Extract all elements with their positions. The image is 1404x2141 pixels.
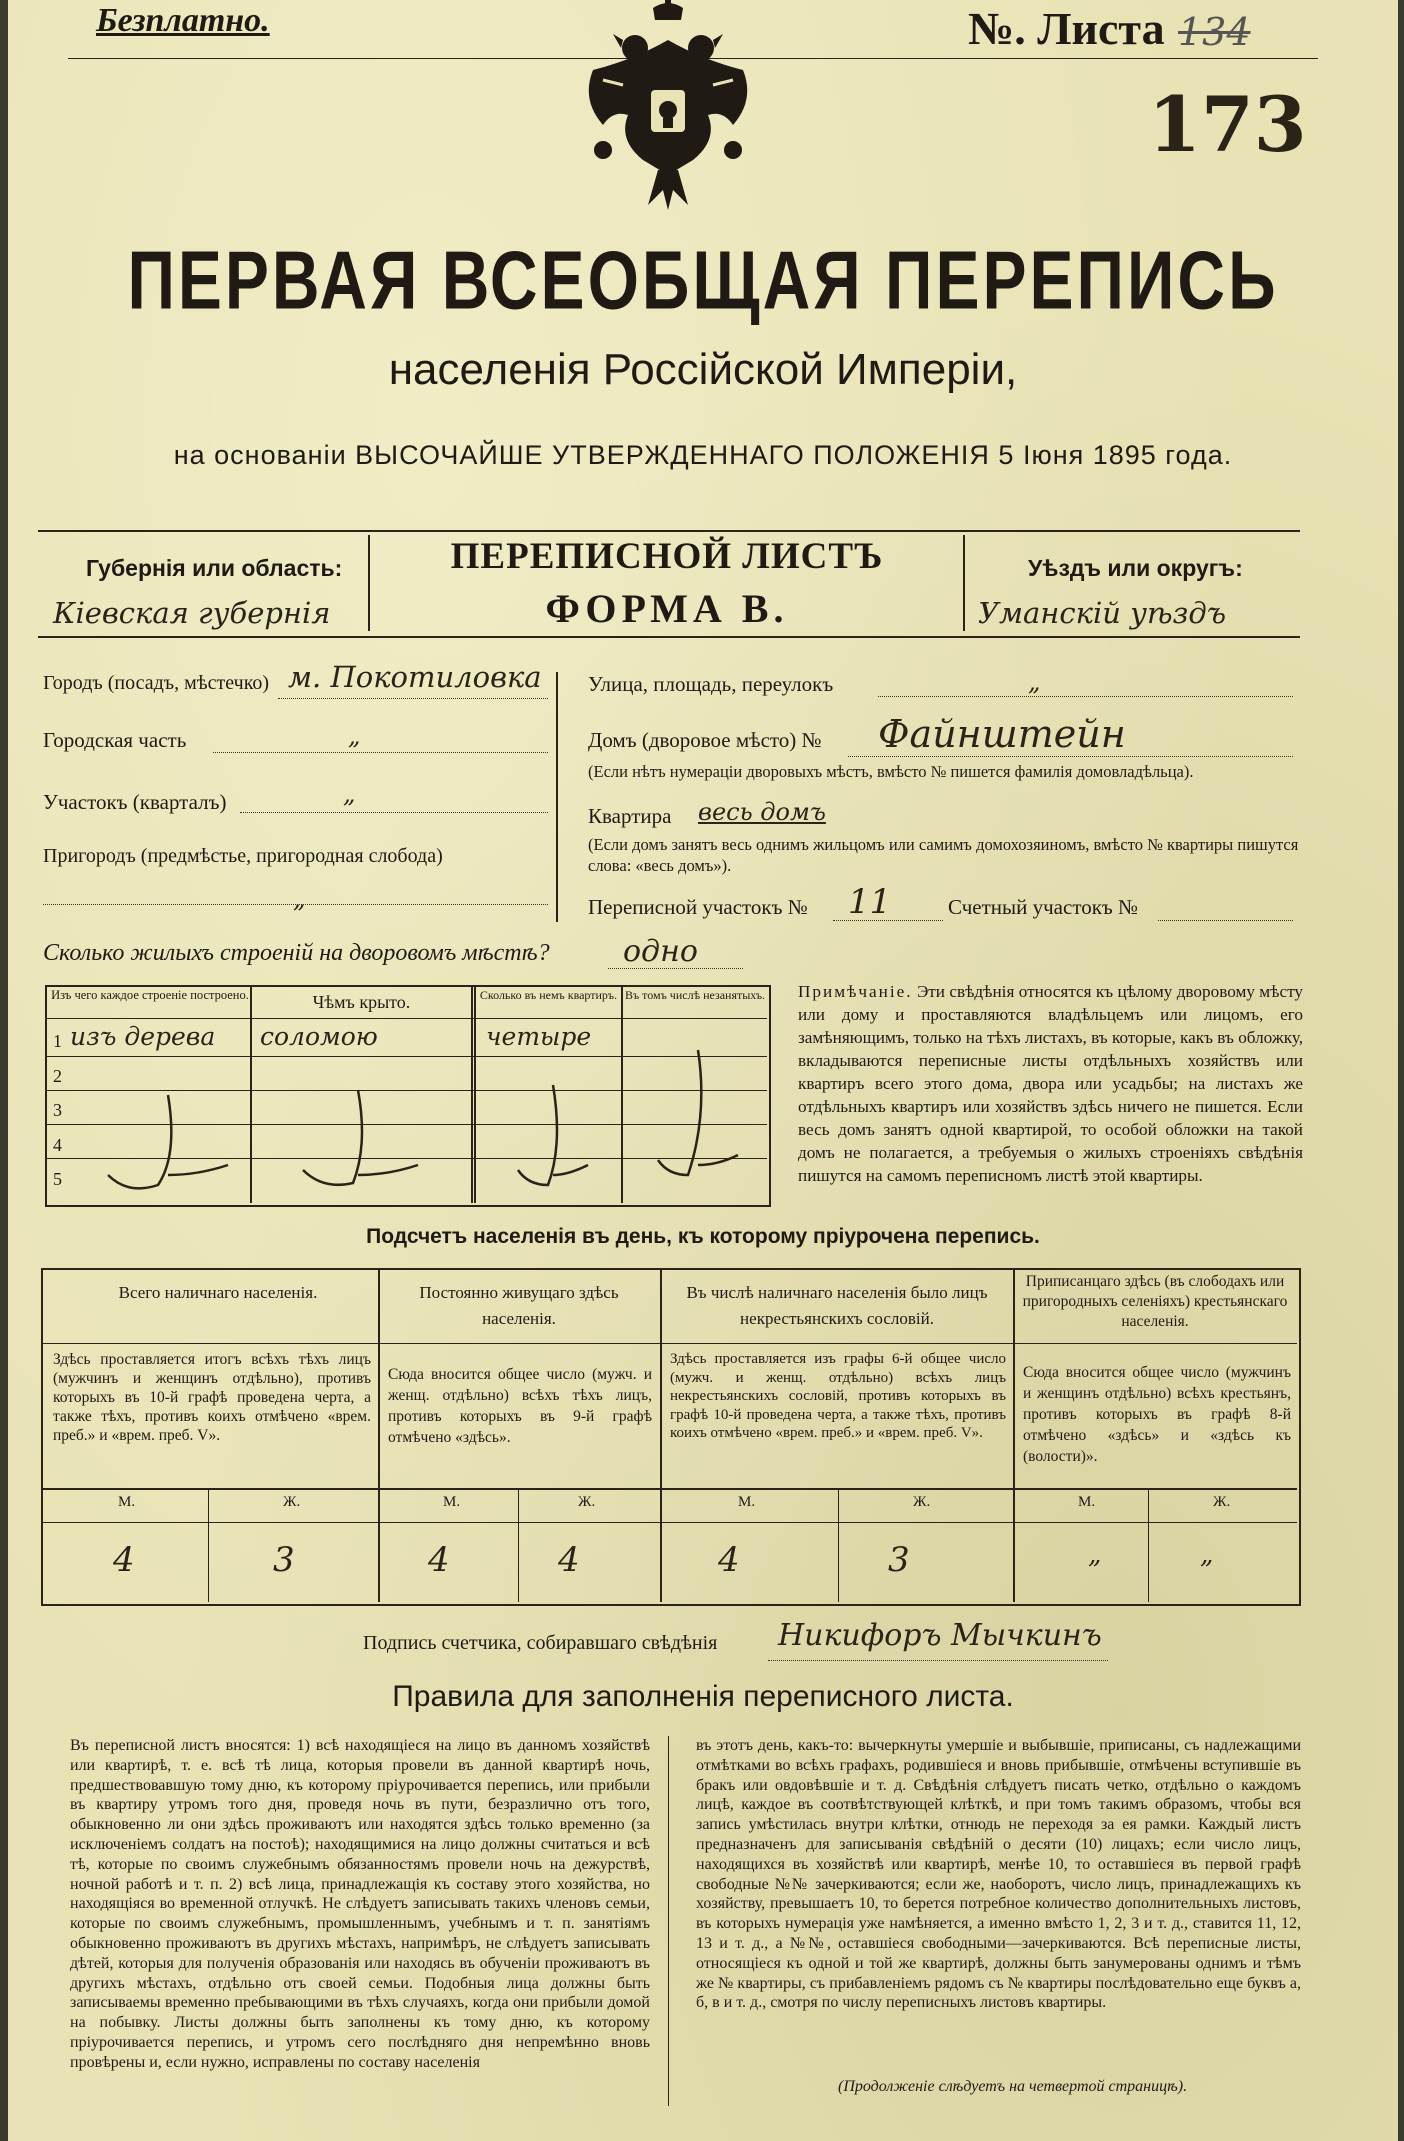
form-name: ФОРМА В. (545, 586, 789, 631)
city-line (278, 698, 548, 699)
col-material-header: Изъ чего каждое строеніе построено. (51, 988, 249, 1002)
pop-col1-f: 3 (273, 1540, 295, 1580)
suburb-label: Пригородъ (предмѣстье, пригородная слобода) (43, 845, 443, 867)
pop-col2-f-label: Ж. (578, 1494, 596, 1510)
city-label: Городъ (посадъ, мѣстечко) (43, 672, 270, 694)
form-box-bottom (38, 636, 1300, 638)
note-heading: Примѣчаніе. (798, 982, 913, 1001)
note-text: Эти свѣдѣнія относятся къ цѣлому дворовому мѣсту или дому и проставляются владѣльцемъ или лицомъ, его замѣняющимъ, только на тѣхъ листахъ, въ которые, какъ въ обложку, вкладываются переписные листы отдѣльныхъ хозяйствъ или квартиръ всего этого дома, двора или усадьбы; на листахъ же отдѣльныхъ квартиръ или хозяйствъ здѣсь ничего не пишется. Если весь домъ занятъ одной квартирой, то особой обложки на такой домъ не полагается, а требуемыя о жилыхъ строеніяхъ свѣдѣнія пишутся на самомъ переписномъ листѣ этой квартиры. (798, 982, 1304, 1185)
pop-col1-desc: Здѣсь проставляется итогъ всѣхъ тѣхъ лицъ (мужчинъ и женщинъ отдѣльно), противъ которыхъ въ 10-й графѣ проведена черта, а также тѣхъ, противъ коихъ отмѣчено «врем. преб.» и «врем. преб. V». (53, 1351, 371, 1444)
census-area-label: Переписной участокъ № (588, 895, 808, 919)
pop-col-sep-2 (660, 1270, 662, 1602)
pop-mf-sep-2 (518, 1490, 519, 1602)
legal-basis: на основаніи ВЫСОЧАЙШЕ УТВЕРЖДЕННАГО ПОЛОЖЕНІЯ 5 Іюня 1895 года. (173, 440, 1233, 470)
suburb-value: „ (293, 885, 306, 913)
pop-mf-sep-3 (838, 1490, 839, 1602)
row-number: 4 (53, 1134, 62, 1155)
pop-col3-title: Въ числѣ наличнаго населенія было лицъ некрестьянскихъ сословій. (686, 1283, 988, 1328)
sheet-number-new: 173 (1148, 80, 1307, 169)
row1-roof: соломою (260, 1022, 378, 1051)
city-value: м. Покотиловка (288, 660, 542, 694)
double-headed-eagle-icon (573, 0, 763, 215)
population-heading: Подсчетъ населенія въ день, къ которому пріурочена перепись. (366, 1225, 1040, 1248)
form-box-top (38, 530, 1300, 532)
street-line (878, 696, 1293, 697)
signature-label: Подпись счетчика, собиравшаго свѣдѣнія (363, 1632, 718, 1654)
address-divider (556, 672, 558, 922)
buildings-answer: одно (623, 934, 698, 969)
uezd-label: Уѣздъ или округъ: (1028, 555, 1243, 581)
pop-col-sep-3 (1013, 1270, 1015, 1602)
pop-col3-m: 4 (718, 1540, 740, 1580)
precinct-line (240, 812, 548, 813)
apartment-value: весь домъ (698, 798, 826, 826)
buildings-answer-line (608, 968, 743, 969)
pop-col3-f-label: Ж. (913, 1494, 931, 1510)
signature-value: Никифоръ Мычкинъ (778, 1618, 1102, 1653)
subtitle: населенія Россійской Имперіи, (388, 345, 1018, 394)
pop-col4-m-label: М. (1078, 1494, 1096, 1510)
city-part-label: Городская часть (43, 728, 187, 752)
main-title: ПЕРВАЯ ВСЕОБЩАЯ ПЕРЕПИСЬ (127, 233, 1279, 326)
signature-line (768, 1660, 1108, 1661)
col-vacant-header: Въ томъ числѣ незанятыхъ. (624, 988, 766, 1002)
precinct-label: Участокъ (кварталъ) (43, 790, 227, 814)
pop-col1-f-label: Ж. (283, 1494, 301, 1510)
pop-col2-f: 4 (558, 1540, 580, 1580)
city-part-value: „ (348, 722, 361, 750)
street-label: Улица, площадь, переулокъ (588, 672, 834, 696)
pop-col4-desc: Сюда вносится общее число (мужчинъ и женщинъ отдѣльно) всѣхъ крестьянъ, противъ которыхъ въ графѣ 8-й отмѣчено «здѣсь» и «здѣсь къ (волости)». (1023, 1364, 1291, 1465)
pop-col4-f-label: Ж. (1213, 1494, 1231, 1510)
suburb-line (43, 904, 548, 905)
note-block (798, 980, 1303, 1187)
count-area-label: Счетный участокъ № (948, 895, 1139, 919)
pop-desc-rule (43, 1488, 1297, 1490)
house-line (848, 756, 1293, 757)
rules-left-column: Въ переписной листъ вносятся: 1) всѣ находящіеся на лицо въ данномъ хозяйствѣ или квартирѣ, т. е. всѣ тѣ лица, которыя провели въ данной квартирѣ ночь, предшествовавшую тому дню, къ которому пріурочивается перепись, или прибыли въ квартиру утромъ того дня, проведя ночь въ пути, безразлично отъ того, обыкновенно ли они здѣсь проживаютъ или находятся здѣсь только временно (за исключеніемъ солдатъ на постоѣ); находящимися на лицо должны считаться и всѣ тѣ, которые по своимъ служебнымъ обязанностямъ провели ночь на дежурствѣ, ночной работѣ и т. п. 2) всѣ лица, принадлежащія къ составу этого хозяйства, но находящіяся во временной отлучкѣ. Не слѣдуетъ записывать такихъ членовъ семьи, которые по своимъ служебнымъ, промышленнымъ, учебнымъ и т. п. занятіямъ обыкновенно проживаютъ въ другихъ мѣстахъ, напримѣръ, не слѣдуетъ записывать дѣтей, которыя для полученія образованія или находясь въ обученіи проживаютъ въ другихъ мѣстахъ, отдѣльно отъ своей семьи. Подобныя лица должны быть записываемы временно пребывающими въ тѣхъ случаяхъ, когда они прибыли домой на побывку. Листы должны быть заполнены къ тому дню, къ которому пріурочивается перепись, и утромъ сего послѣдняго дня непремѣнно вновь провѣрены и, если нужно, исправлены по составу населенія (70, 1737, 650, 2071)
pop-col2-desc: Сюда вносится общее число (мужч. и женщ. отдѣльно) всѣхъ тѣхъ лицъ, противъ которыхъ въ 9-й графѣ отмѣчено «здѣсь». (388, 1366, 652, 1446)
row1-material: изъ дерева (70, 1022, 216, 1051)
row-number: 2 (53, 1065, 62, 1086)
pop-col3-f: 3 (888, 1540, 910, 1580)
census-area-value: 11 (848, 882, 892, 922)
pop-col4-m: „ (1088, 1540, 1102, 1570)
pop-mf-sep-4 (1148, 1490, 1149, 1602)
row-number: 5 (53, 1169, 62, 1189)
apartment-note: (Если домъ занятъ весь однимъ жильцомъ или самимъ домохозяиномъ, вмѣсто № квартиры пишутся слова: «весь домъ»). (588, 835, 1299, 875)
sheet-number-label: №. Листа (968, 3, 1165, 54)
guberniya-value: Кіевская губернія (53, 596, 331, 630)
row-number: 3 (53, 1100, 62, 1120)
handwritten-ditto-strokes (48, 1025, 768, 1203)
precinct-value: „ (343, 780, 356, 808)
city-part-line (213, 752, 548, 753)
pop-col3-desc: Здѣсь проставляется изъ графы 6-й общее число (мужч. и женщ. отдѣльно) всѣхъ лицъ некрестьянскихъ сословій, противъ которыхъ въ графѣ 10-й проведена черта, а также тѣхъ, противъ коихъ отмѣчено «врем. преб.» и «врем. преб. V». (670, 1351, 1006, 1441)
pop-col1-title: Всего наличнаго населенія. (118, 1283, 318, 1302)
pop-col1-m: 4 (113, 1540, 135, 1580)
buildings-table-header-rule (47, 1018, 767, 1019)
guberniya-label: Губернія или область: (86, 555, 343, 581)
col-roof-header: Чѣмъ крыто. (312, 992, 411, 1012)
row1-apts: четыре (486, 1022, 592, 1051)
pop-col-sep-1 (378, 1270, 380, 1602)
pop-col2-title: Постоянно живущаго здѣсь населенія. (419, 1283, 619, 1328)
form-title: ПЕРЕПИСНОЙ ЛИСТЪ (450, 536, 884, 577)
count-area-line (1158, 920, 1293, 921)
rules-right-column: въ этотъ день, какъ-то: вычеркнуты умершіе и выбывшіе, приписаны, съ надлежащими отмѣтками во всѣхъ графахъ, родившіеся и вновь прибывшіе, отмѣчены вступившіе въ бракъ или овдовѣвшіе и т. д. Свѣдѣнія слѣдуетъ писать четко, отдѣльно о каждомъ лицѣ, каждое въ соотвѣтствующей клѣткѣ, и при томъ такимъ образомъ, чтобы вся запись умѣстилась внутри клѣтки, отнюдь не переходя за ея рамки. Каждый листъ предназначенъ для записыванія свѣдѣній о десяти (10) лицахъ; если число лицъ, находящихся въ хозяйствѣ или квартирѣ, менѣе 10, то оставшіеся въ первой графѣ свободные №№ зачеркиваются; если же, наоборотъ, число лицъ, принадлежащихъ къ хозяйству, превышаетъ 10, то берется потребное количество дополнительныхъ листовъ, въ которыхъ нумерація уже намѣняется, а именно вмѣсто 1, 2, 3 и т. д., ставится 11, 12, 13 и т. д., а №№, оставшіеся свободными—зачеркиваются. Всѣ переписные листы, относящіеся къ одной и той же квартирѣ, должны быть занумерованы однимъ и тѣмъ же № квартиры, съ прибавленіемъ рядомъ съ № квартиры послѣдовательно еще буквъ а, б, в и т. д., смотря по числу переписныхъ листовъ квартиры. (696, 1737, 1301, 2012)
sheet-number-old: 134 (1178, 10, 1251, 54)
street-value: „ (1028, 668, 1041, 696)
row-number: 1 (53, 1031, 62, 1051)
pop-col4-f: „ (1200, 1540, 1214, 1570)
pop-col1-m-label: М. (118, 1494, 136, 1510)
uezd-value: Уманскій уѣздъ (978, 596, 1227, 630)
pop-col4-title: Приписанцаго здѣсь (въ слободахъ или пригородныхъ селеніяхъ) крестьянскаго населенія. (1022, 1273, 1288, 1330)
census-sheet (8, 0, 1398, 2141)
buildings-question: Сколько жилыхъ строеній на дворовомъ мѣстѣ? (43, 940, 550, 966)
house-label: Домъ (дворовое мѣсто) № (588, 728, 822, 752)
free-label: Безплатно. (96, 2, 270, 39)
rules-column-divider (668, 1736, 669, 2106)
pop-col2-m: 4 (428, 1540, 450, 1580)
apartment-label: Квартира (588, 804, 672, 828)
col-apts-header: Сколько въ немъ квартиръ. (479, 988, 618, 1002)
pop-mf-rule (43, 1522, 1297, 1523)
pop-col2-m-label: М. (443, 1494, 461, 1510)
pop-mf-sep-1 (208, 1490, 209, 1602)
house-value: Файнштейн (878, 712, 1126, 756)
pop-col3-m-label: М. (738, 1494, 756, 1510)
census-area-line (833, 920, 943, 921)
rules-heading: Правила для заполненія переписного листа. (392, 1680, 1014, 1713)
pop-title-rule (43, 1343, 1297, 1344)
rules-continued: (Продолженіе слѣдуетъ на четвертой страницѣ). (838, 2078, 1188, 2095)
house-note: (Если нѣтъ нумераціи дворовыхъ мѣстъ, вмѣсто № пишется фамилія домовладѣльца). (588, 762, 1194, 781)
